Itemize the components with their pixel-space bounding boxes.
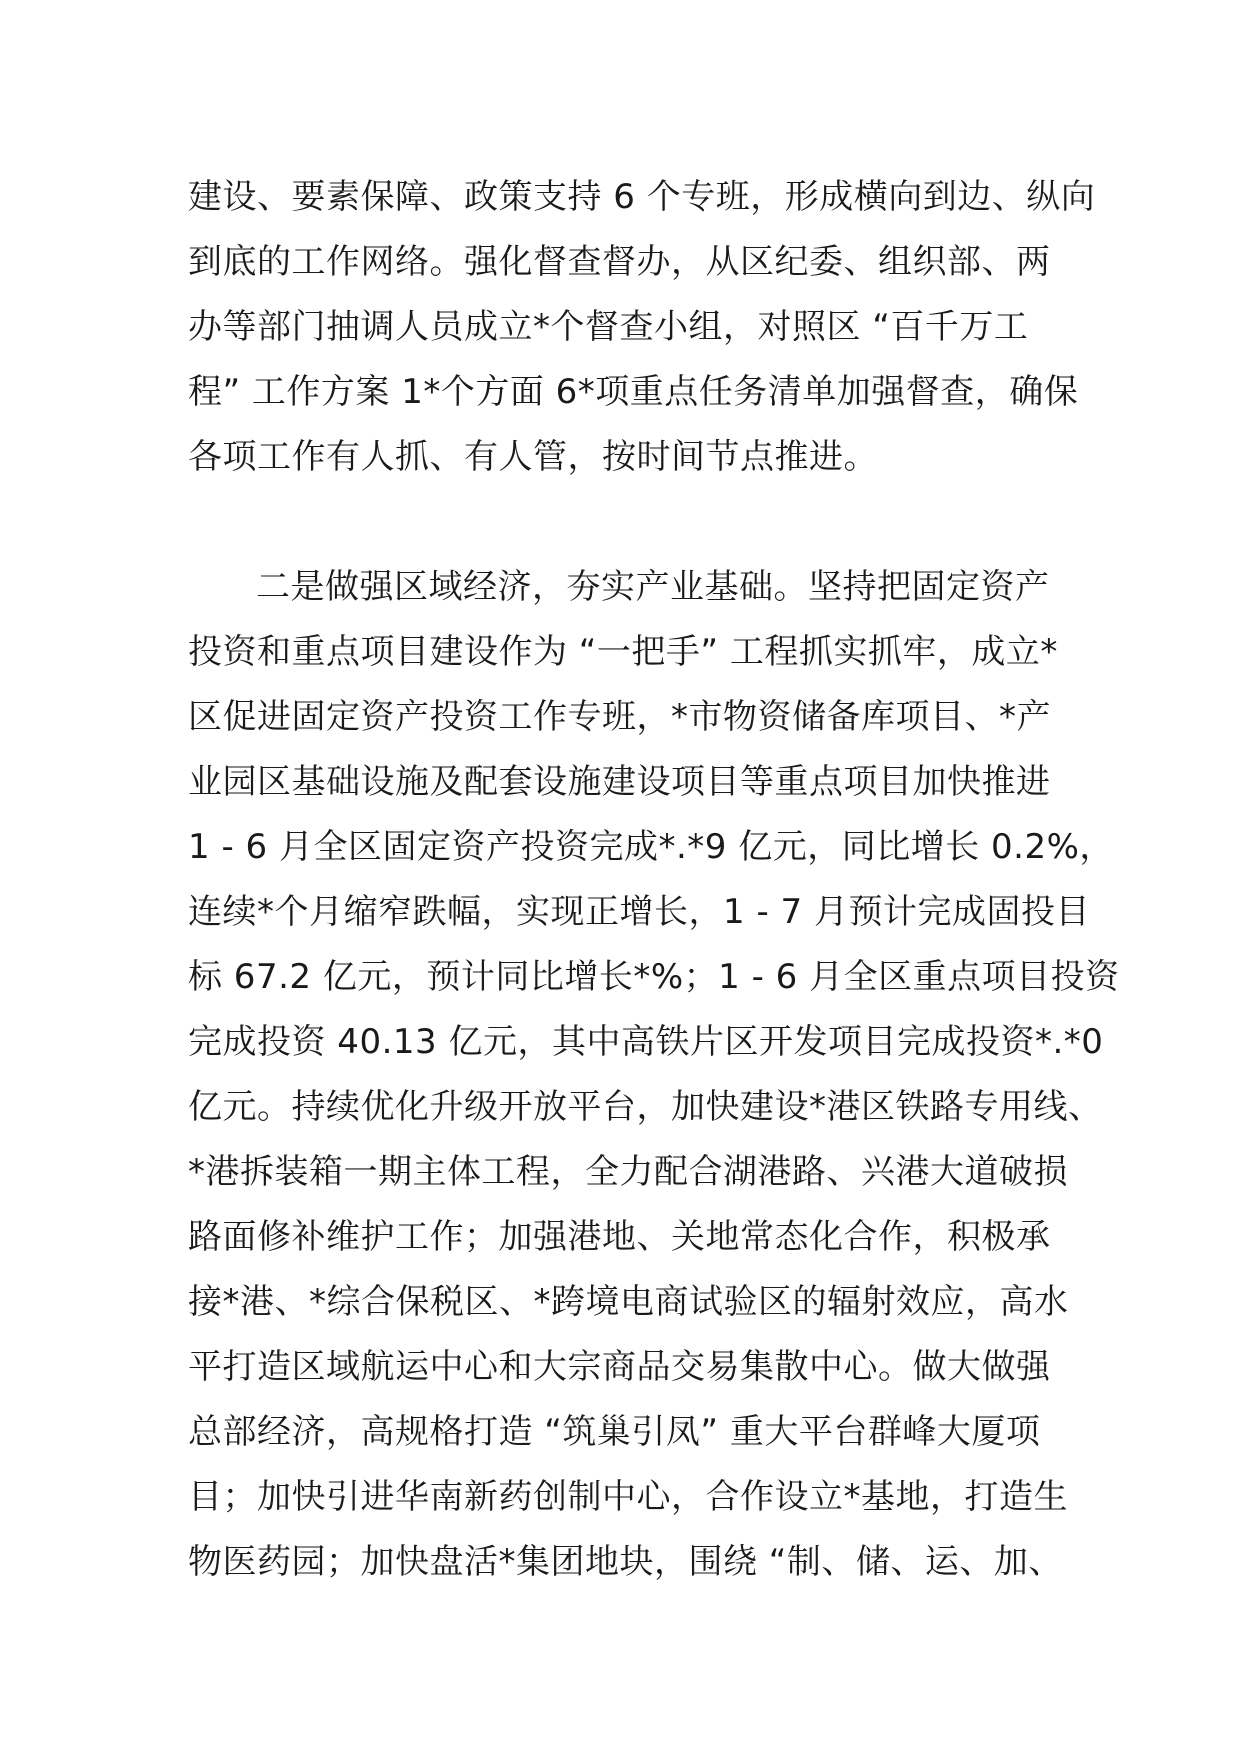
paragraph-line: 标 67.2 亿元，预计同比增长*%；1 - 6 月全区重点项目投资 <box>188 957 1120 997</box>
paragraph-line: 路面修补维护工作；加强港地、关地常态化合作，积极承 <box>188 1217 1051 1257</box>
paragraph-line: 1 - 6 月全区固定资产投资完成*.*9 亿元，同比增长 0.2%， <box>188 827 1114 867</box>
paragraph-line: 区促进固定资产投资工作专班，*市物资储备库项目、*产 <box>188 697 1051 737</box>
paragraph-line: *港拆装箱一期主体工程，全力配合湖港路、兴港大道破损 <box>188 1152 1068 1192</box>
paragraph-line: 物医药园；加快盘活*集团地块，围绕 “制、储、运、加、 <box>188 1542 1063 1582</box>
paragraph-first-line: 二是做强区域经济，夯实产业基础。坚持把固定资产 <box>256 567 1050 607</box>
paragraph-line: 各项工作有人抓、有人管，按时间节点推进。 <box>188 437 878 477</box>
paragraph-line: 业园区基础设施及配套设施建设项目等重点项目加快推进 <box>188 762 1051 802</box>
body-paragraph-2 <box>188 555 1120 1595</box>
paragraph-line: 亿元。持续优化升级开放平台，加快建设*港区铁路专用线、 <box>188 1087 1103 1127</box>
paragraph-line: 接*港、*综合保税区、*跨境电商试验区的辐射效应，高水 <box>188 1282 1069 1322</box>
paragraph-line: 完成投资 40.13 亿元，其中高铁片区开发项目完成投资*.*0 <box>188 1022 1104 1062</box>
paragraph-line: 总部经济，高规格打造 “筑巢引凤” 重大平台群峰大厦项 <box>188 1412 1041 1452</box>
paragraph-line: 程” 工作方案 1*个方面 6*项重点任务清单加强督查，确保 <box>188 372 1079 412</box>
paragraph-line: 目；加快引进华南新药创制中心，合作设立*基地，打造生 <box>188 1477 1068 1517</box>
paragraph-line: 建设、要素保障、政策支持 6 个专班，形成横向到边、纵向 <box>188 177 1096 217</box>
body-paragraph-1 <box>188 165 1096 490</box>
paragraph-line: 平打造区域航运中心和大宗商品交易集散中心。做大做强 <box>188 1347 1051 1387</box>
paragraph-line: 办等部门抽调人员成立*个督查小组，对照区 “百千万工 <box>188 307 1029 347</box>
paragraph-line: 投资和重点项目建设作为 “一把手” 工程抓实抓牢，成立* <box>188 632 1058 672</box>
paragraph-line: 到底的工作网络。强化督查督办，从区纪委、组织部、两 <box>188 242 1051 282</box>
paragraph-line: 连续*个月缩窄跌幅，实现正增长，1 - 7 月预计完成固投目 <box>188 892 1090 932</box>
